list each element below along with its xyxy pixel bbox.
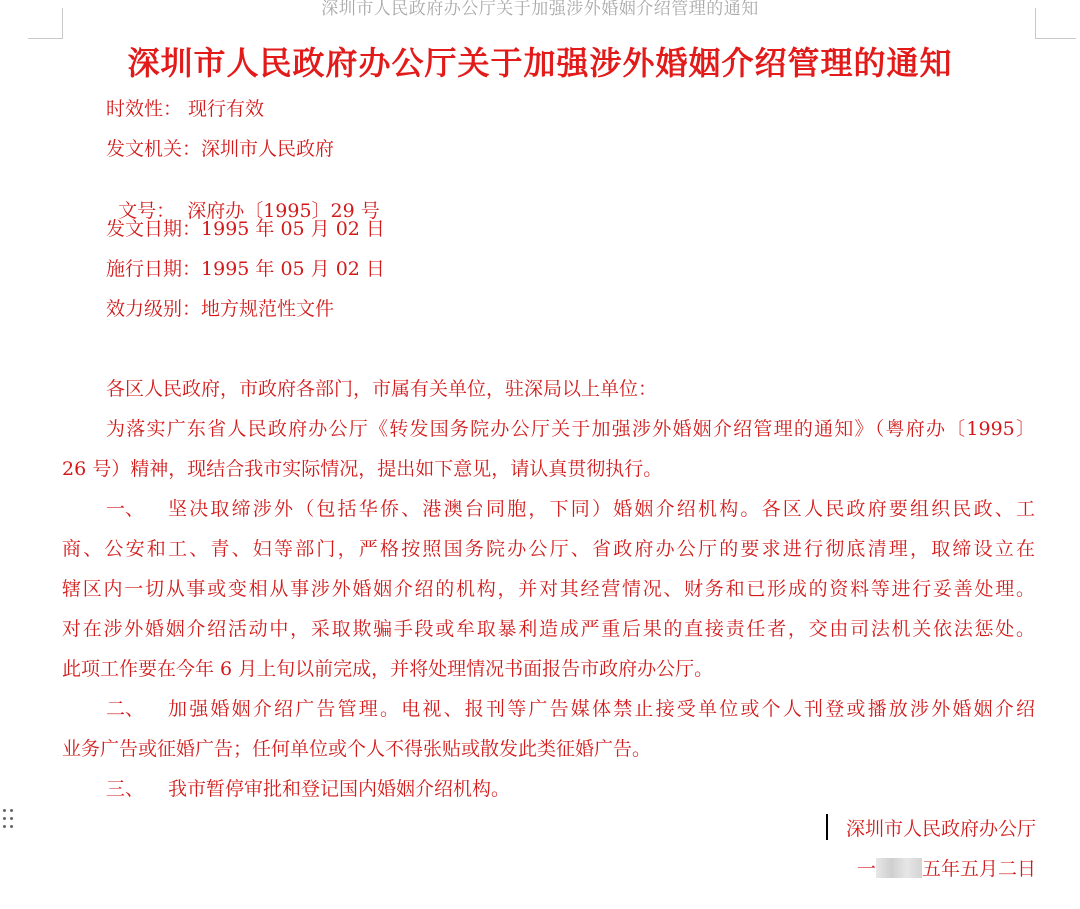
signature-date-suffix: 五年五月二日: [921, 858, 1036, 880]
item-3-line: [106, 774, 510, 801]
header-corner-left-v: [62, 8, 63, 39]
item-2-text: 加强婚姻介绍广告管理。电视、报刊等广告媒体禁止接受单位或个人刊登或播放涉外婚姻介绍: [168, 698, 1035, 720]
signature-date-prefix: 一: [856, 858, 876, 880]
item-1-line: 对在涉外婚姻介绍活动中，采取欺骗手段或牟取暴利造成严重后果的直接责任者，交由司法机关依法惩处。: [62, 618, 1035, 640]
meta-key: 发文日期：: [106, 218, 202, 240]
meta-key: 施行日期：: [106, 258, 202, 280]
meta-value: 深圳市人民政府: [201, 138, 335, 160]
signature-org: 深圳市人民政府办公厅: [845, 818, 1036, 840]
meta-key: 效力级别：: [106, 298, 202, 320]
item-2-number: 二、: [106, 698, 145, 720]
text-cursor: [826, 814, 828, 840]
meta-value: 1995 年 05 月 02 日: [201, 218, 385, 240]
meta-validity: [106, 94, 264, 121]
meta-effect-level: [106, 294, 334, 321]
intro-line: 26 号）精神，现结合我市实际情况，提出如下意见，请认真贯彻执行。: [62, 458, 663, 480]
item-1-line: [106, 494, 1035, 521]
item-1-line: 此项工作要在今年 6 月上旬以前完成，并将处理情况书面报告市政府办公厅。: [62, 658, 714, 680]
meta-issue-date: [106, 214, 385, 241]
item-1-text: 坚决取缔涉外（包括华侨、港澳台同胞，下同）婚姻介绍机构。各区人民政府要组织民政、工: [168, 498, 1035, 520]
item-3-number: 三、: [106, 778, 145, 800]
item-2-line: [106, 694, 1035, 721]
intro-line: 为落实广东省人民政府办公厅《转发国务院办公厅关于加强涉外婚姻介绍管理的通知》（粤府办〔1995〕: [106, 418, 1035, 440]
running-header: 深圳市人民政府办公厅关于加强涉外婚姻介绍管理的通知: [321, 0, 759, 19]
header-corner-right-v: [1035, 8, 1036, 39]
meta-issuer: [106, 134, 334, 161]
salutation: 各区人民政府，市政府各部门，市属有关单位，驻深局以上单位：: [106, 378, 658, 400]
item-2-line: 业务广告或征婚广告；任何单位或个人不得张贴或散发此类征婚广告。: [62, 738, 652, 760]
redacted-mark: [876, 858, 922, 878]
document-title: 深圳市人民政府办公厅关于加强涉外婚姻介绍管理的通知: [127, 44, 953, 82]
signature-date: [857, 854, 1036, 881]
meta-key: 时效性：: [106, 98, 183, 120]
item-1-number: 一、: [106, 498, 145, 520]
meta-value: 地方规范性文件: [201, 298, 335, 320]
item-3-text: 我市暂停审批和登记国内婚姻介绍机构。: [168, 778, 511, 800]
item-1-line: 商、公安和工、青、妇等部门，严格按照国务院办公厅、省政府办公厅的要求进行彻底清理，取缔设立在: [62, 538, 1035, 560]
meta-key: 发文机关：: [106, 138, 202, 160]
meta-key: 文号：: [118, 200, 176, 222]
meta-value: 现行有效: [182, 98, 265, 120]
item-1-line: 辖区内一切从事或变相从事涉外婚姻介绍的机构，并对其经营情况、财务和已形成的资料等进行妥善处理。: [62, 578, 1035, 600]
meta-effective-date: [106, 254, 385, 281]
meta-value: 深府办〔1995〕29 号: [175, 200, 380, 222]
drag-handle-icon[interactable]: [2, 808, 16, 832]
meta-value: 1995 年 05 月 02 日: [201, 258, 385, 280]
